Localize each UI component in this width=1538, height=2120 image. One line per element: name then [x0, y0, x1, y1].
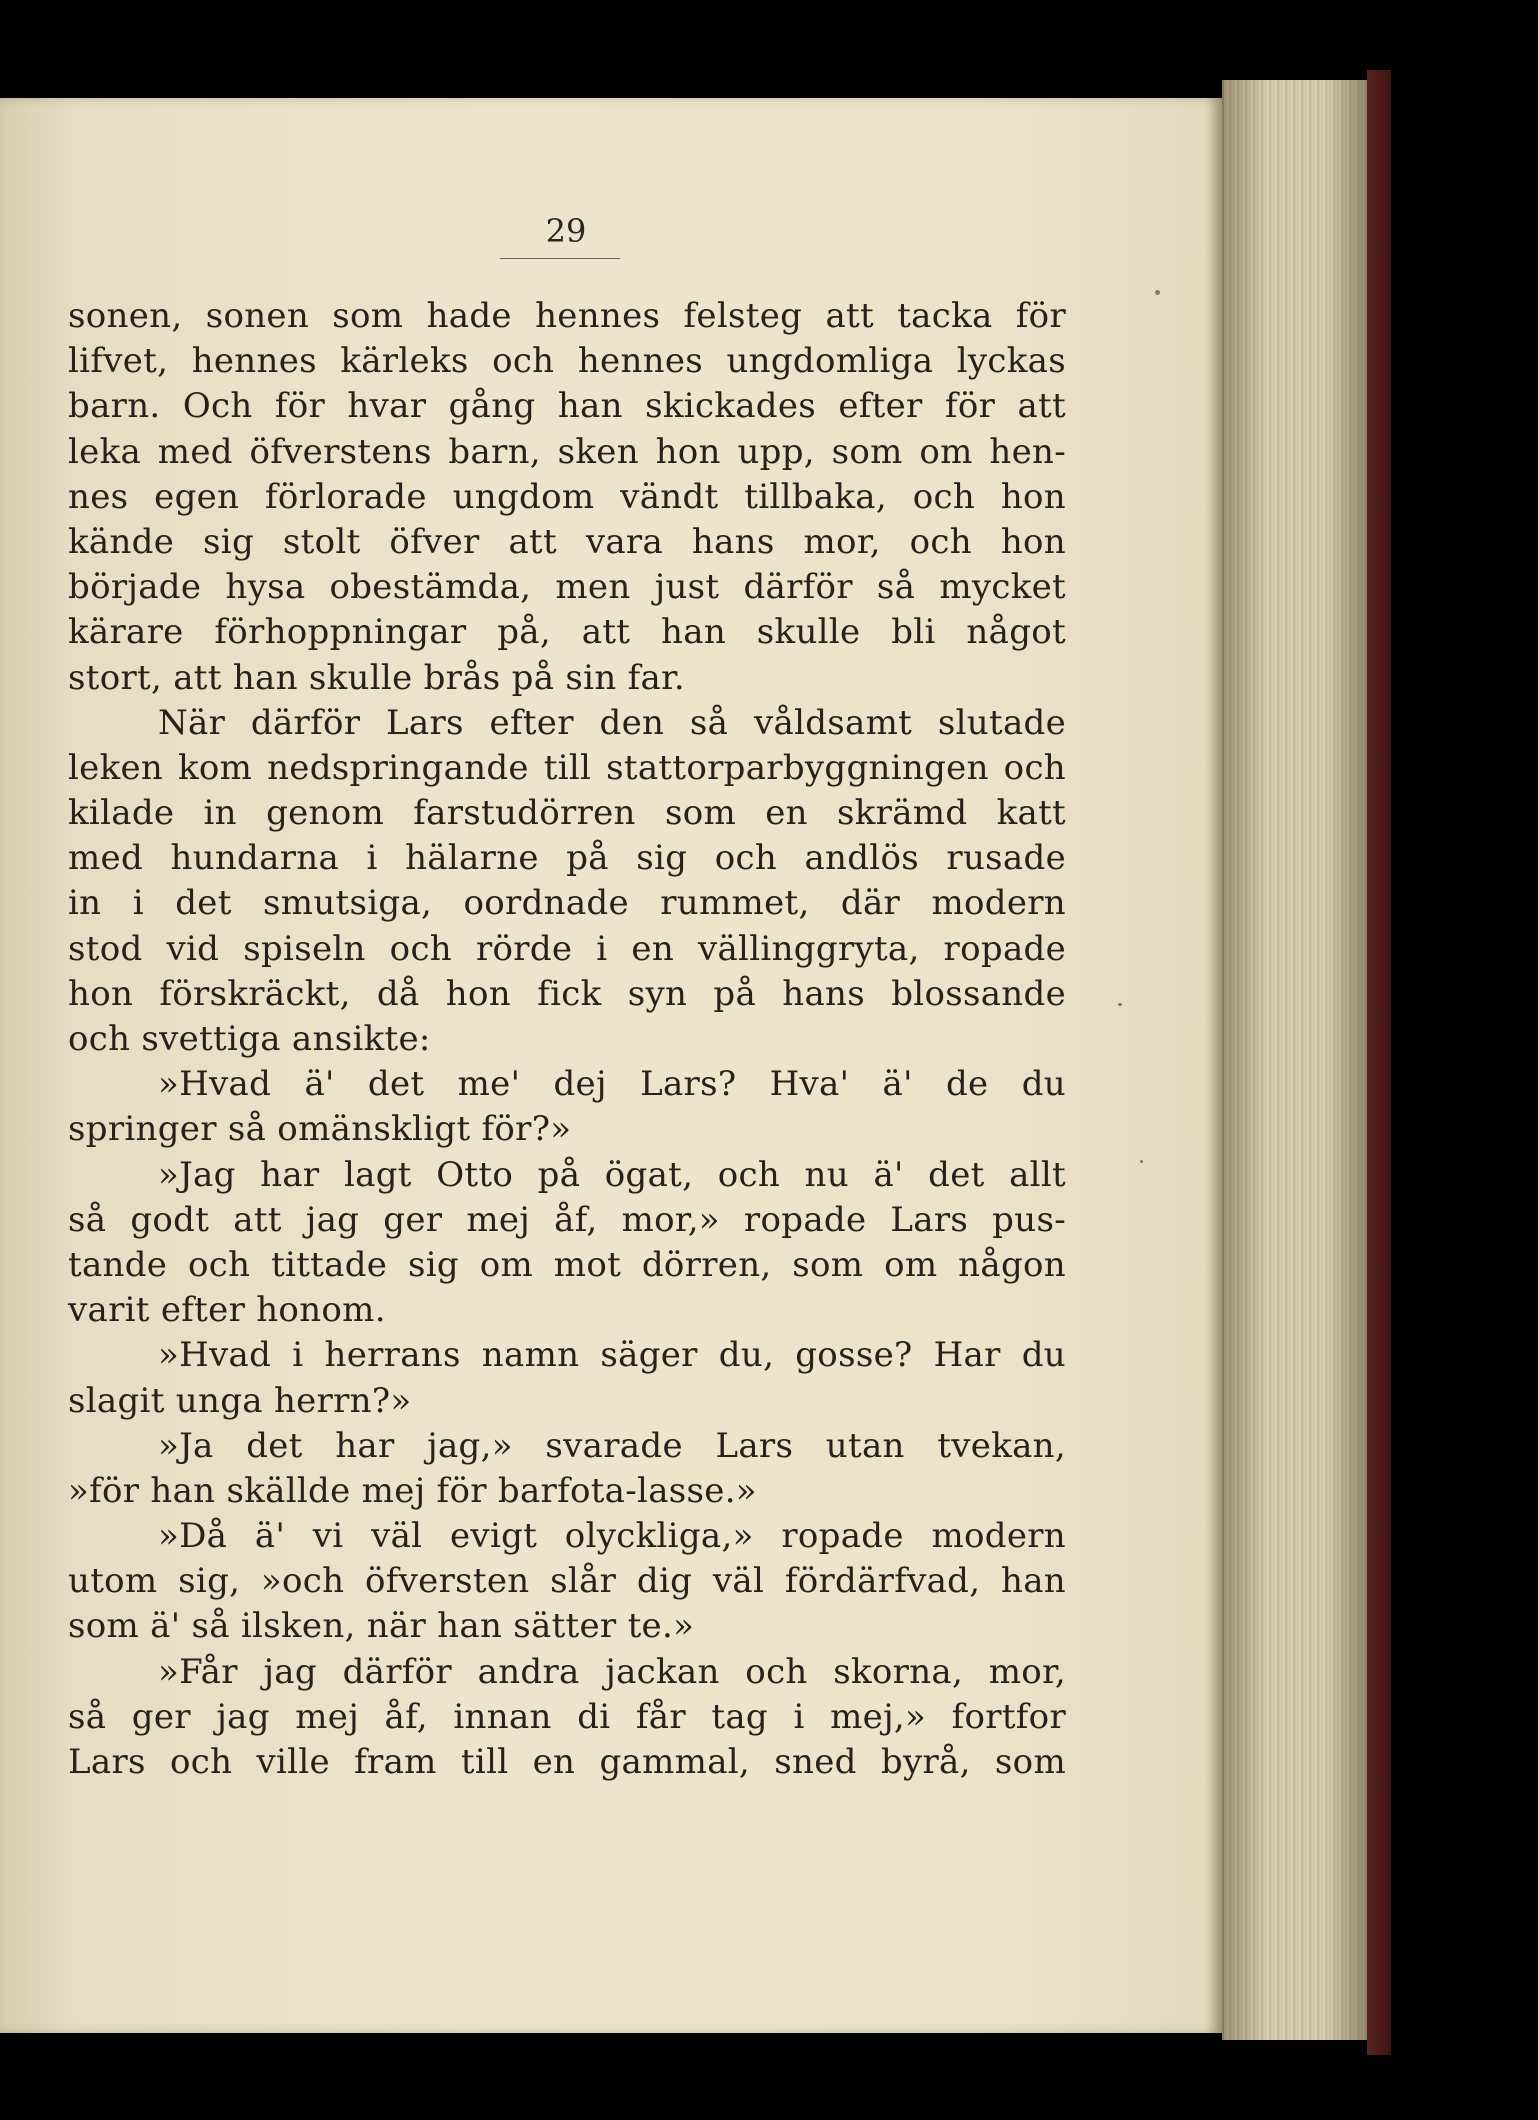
- text-line: sonen, sonen som hade hennes felsteg att tacka för: [68, 296, 1066, 336]
- text-line: barn. Och för hvar gång han skickades efter för att: [68, 386, 1066, 427]
- text-line: så godt att jag ger mej åf, mor,» ropade Lars pus-: [68, 1199, 1066, 1240]
- text-line: utom sig, »och öfversten slår dig väl fördärfvad, han: [68, 1561, 1066, 1602]
- text-line: hon förskräckt, då hon fick syn på hans blossande: [68, 973, 1066, 1014]
- text-line: tande och tittade sig om mot dörren, som om någon: [68, 1244, 1066, 1285]
- text-line: »Får jag därför andra jackan och skorna, mor,: [158, 1651, 1066, 1692]
- text-line: och svettiga ansikte:: [68, 1019, 431, 1059]
- text-line: Lars och ville fram till en gammal, sned byrå, som: [68, 1742, 1066, 1782]
- book-cover-edge: [1367, 70, 1391, 2055]
- text-line: »Hvad ä' det me' dej Lars? Hva' ä' de du: [158, 1064, 1066, 1105]
- text-line: med hundarna i hälarne på sig och andlös rusade: [68, 838, 1066, 879]
- paper-speck: [1155, 290, 1160, 295]
- text-line: kilade in genom farstudörren som en skrämd katt: [68, 793, 1066, 834]
- text-line: varit efter honom.: [68, 1290, 386, 1331]
- paper-speck: [1118, 1003, 1122, 1006]
- page-number: 29: [545, 212, 587, 250]
- text-line: slagit unga herrn?»: [68, 1380, 412, 1421]
- text-line: springer så omänskligt för?»: [68, 1109, 572, 1150]
- text-line: lifvet, hennes kärleks och hennes ungdomliga lyckas: [68, 341, 1066, 382]
- text-line: som ä' så ilsken, när han sätter te.»: [68, 1606, 695, 1647]
- text-line: »Då ä' vi väl evigt olyckliga,» ropade modern: [158, 1516, 1066, 1557]
- text-line: »Hvad i herrans namn säger du, gosse? Har du: [158, 1335, 1066, 1376]
- text-line: kände sig stolt öfver att vara hans mor, och hon: [68, 521, 1066, 562]
- text-line: »Ja det har jag,» svarade Lars utan tvekan,: [158, 1425, 1066, 1466]
- text-line: nes egen förlorade ungdom vändt tillbaka, och hon: [68, 476, 1066, 517]
- text-line: så ger jag mej åf, innan di får tag i mej,» fortfor: [68, 1696, 1066, 1737]
- text-line: stod vid spiseln och rörde i en vällinggryta, ropade: [68, 928, 1066, 969]
- text-line: »Jag har lagt Otto på ögat, och nu ä' det allt: [158, 1154, 1066, 1195]
- text-line: kärare förhoppningar på, att han skulle bli något: [68, 612, 1066, 653]
- header-rule: [500, 258, 620, 259]
- page-body-text: [68, 294, 1066, 1785]
- text-line: »för han skällde mej för barfota-lasse.»: [68, 1470, 757, 1511]
- text-line: När därför Lars efter den så våldsamt slutade: [158, 702, 1066, 743]
- page-block-edges: [1222, 80, 1369, 2040]
- paper-speck: [1140, 1160, 1143, 1163]
- text-line: in i det smutsiga, oordnade rummet, där modern: [68, 883, 1066, 924]
- text-line: leka med öfverstens barn, sken hon upp, som om hen-: [68, 431, 1066, 472]
- text-line: stort, att han skulle brås på sin far.: [68, 657, 686, 698]
- text-line: började hysa obestämda, men just därför så mycket: [68, 567, 1066, 608]
- text-line: leken kom nedspringande till stattorparbyggningen och: [68, 747, 1066, 788]
